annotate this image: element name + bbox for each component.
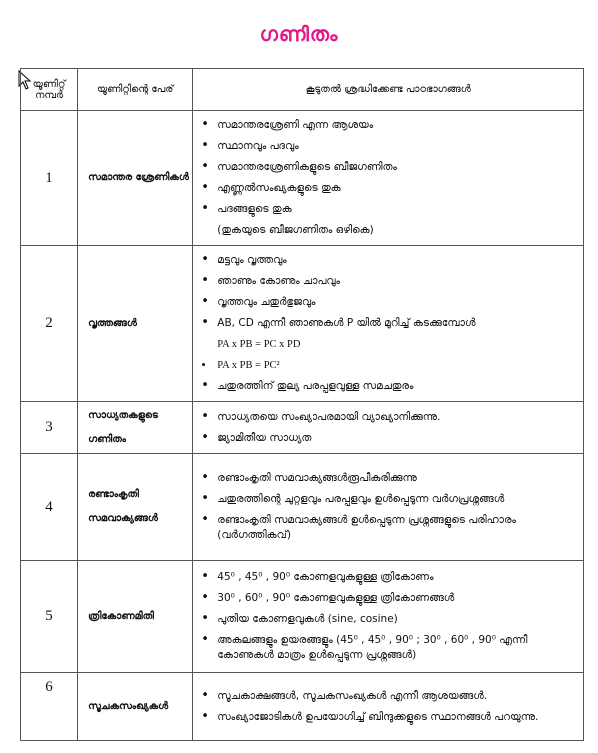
table-header-row [21, 69, 584, 111]
unit-topics [193, 673, 584, 741]
list-item: • എണ്ണൽസംഖ്യകളുടെ തുക [217, 178, 579, 199]
unit-name: സാധ്യതകളുടെ ഗണിതം [78, 402, 193, 454]
list-item: • മട്ടവും വൃത്തവും [217, 250, 579, 271]
list-item: • AB, CD എന്നീ ഞാണുകൾ P യിൽ മുറിച്ച് കടക്കുമ്പോൾ [217, 313, 579, 334]
unit-number: 1 [21, 111, 78, 246]
list-item: • സാധ്യതയെ സംഖ്യാപരമായി വ്യാഖ്യാനിക്കുന്നു. [217, 407, 579, 428]
list-item: • ഞാണും കോണും ചാപവും [217, 271, 579, 292]
unit-name: സൂചകസംഖ്യകൾ [78, 673, 193, 741]
unit-topics [193, 111, 584, 246]
list-item: • സ്ഥാനവും പദവും [217, 136, 579, 157]
list-item: • സമാന്തരശ്രേണി എന്ന ആശയം [217, 115, 579, 136]
list-item-formula: PA x PB = PC x PD [217, 339, 301, 350]
list-item: • രണ്ടാംകൃതി സമവാക്യങ്ങൾ ഉൾപ്പെടുന്ന പ്രശ്നങ്ങളുടെ പരിഹാരം (വർഗത്തികവ്) [217, 510, 579, 546]
unit-number: 5 [21, 561, 78, 673]
page-title: ഗണിതം [259, 22, 339, 46]
list-item: • ജ്യാമിതീയ സാധ്യത [217, 428, 579, 449]
header-unit-name: യൂണിറ്റിന്റെ പേര് [78, 69, 193, 111]
list-item: • പദങ്ങളുടെ തുക [217, 199, 579, 220]
table-row [21, 246, 584, 402]
unit-name: സമാന്തര ശ്രേണികൾ [78, 111, 193, 246]
unit-name: ത്രികോണമിതി [78, 561, 193, 673]
unit-number: 2 [21, 246, 78, 402]
unit-topics [193, 561, 584, 673]
list-item-note: (തുകയുടെ ബീജഗണിതം ഒഴികെ) [217, 224, 374, 236]
unit-topics [193, 402, 584, 454]
unit-number: 4 [21, 454, 78, 561]
list-item: • രണ്ടാംകൃതി സമവാക്യങ്ങൾരൂപീകരിക്കുന്നു [217, 468, 579, 489]
list-item: • 30⁰ , 60⁰ , 90⁰ കോണളവുകളുള്ള ത്രികോണങ്ങൾ [217, 588, 579, 609]
table-row [21, 561, 584, 673]
list-item: • ചതുരത്തിന് തുല്യ പരപ്പളവുള്ള സമചതുരം [217, 376, 579, 397]
list-item: • ചതുരത്തിന്റെ ചുറ്റളവും പരപ്പളവും ഉൾപ്പെടുന്ന വർഗപ്രശ്നങ്ങൾ [217, 489, 579, 510]
unit-topics [193, 246, 584, 402]
unit-name: രണ്ടാംകൃതി സമവാക്യങ്ങൾ [78, 454, 193, 561]
list-item: • സംഖ്യാജോടികൾ ഉപയോഗിച്ച് ബിന്ദുക്കളുടെ സ്ഥാനങ്ങൾ പറയുന്നു. [217, 707, 579, 728]
unit-number: 3 [21, 402, 78, 454]
table-row [21, 402, 584, 454]
table-row [21, 111, 584, 246]
list-item: • സൂചകാക്ഷങ്ങൾ, സൂചകസംഖ്യകൾ എന്നീ ആശയങ്ങൾ. [217, 686, 579, 707]
header-focus-topics: കൂടുതൽ ശ്രദ്ധിക്കേണ്ട പാഠഭാഗങ്ങൾ [193, 69, 584, 111]
unit-number: 6 [21, 673, 78, 741]
table-row [21, 454, 584, 561]
unit-topics [193, 454, 584, 561]
list-item: • സമാന്തരശ്രേണികളുടെ ബീജഗണിതം [217, 157, 579, 178]
list-item: • 45⁰ , 45⁰ , 90⁰ കോണളവുകളുള്ള ത്രികോണം [217, 567, 579, 588]
list-item: • അകലങ്ങളും ഉയരങ്ങളും (45⁰ , 45⁰ , 90⁰ ; 30⁰ , 60⁰ , 90⁰ എന്നീ കോണുകൾ മാത്രം ഉൾപ്പെടുന്ന പ്രശ്നങ്ങൾ) [217, 630, 579, 666]
list-item: • പുതിയ കോണളവുകൾ (sine, cosine) [217, 609, 579, 630]
list-item: • വൃത്തവും ചതുർഭുജവും [217, 292, 579, 313]
unit-name: വൃത്തങ്ങൾ [78, 246, 193, 402]
header-unit-number: യൂണിറ്റ് നമ്പർ [21, 69, 78, 111]
list-item-formula: • PA x PB = PC² [217, 355, 579, 376]
units-table [20, 68, 584, 741]
table-row [21, 673, 584, 741]
